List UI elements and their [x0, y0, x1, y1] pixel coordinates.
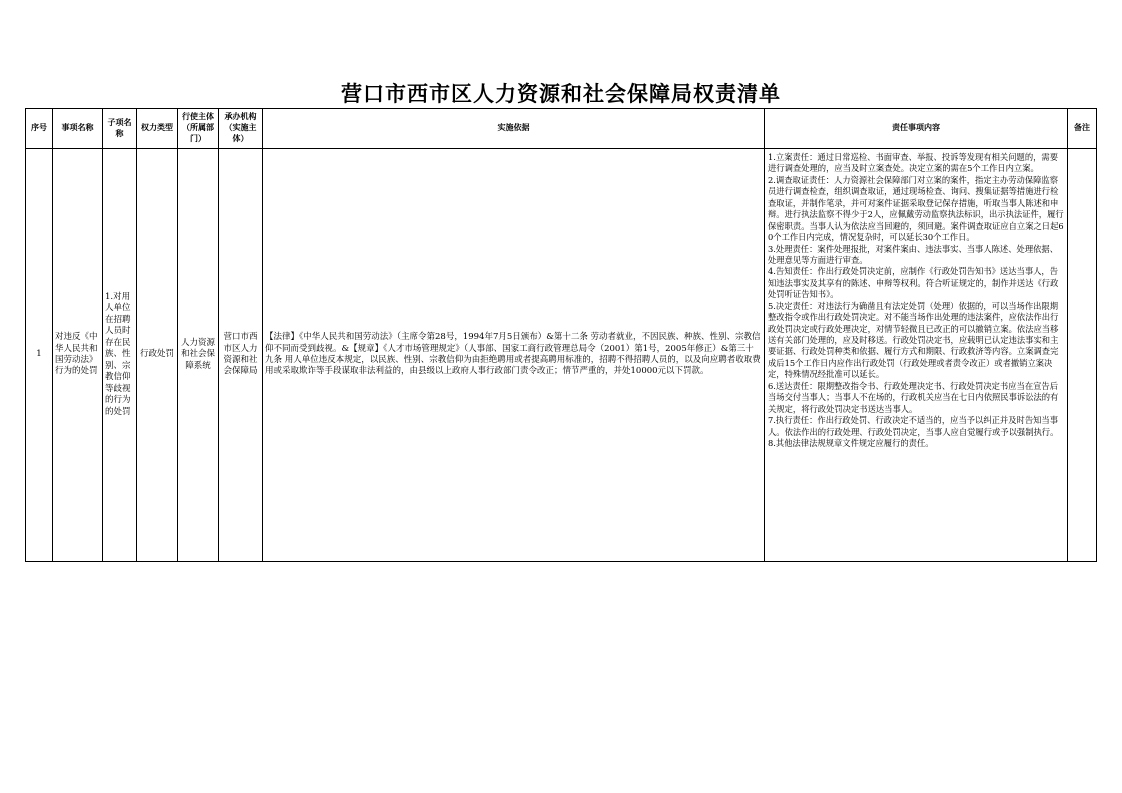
- cell-basis: 【法律】《中华人民共和国劳动法》（主席令第28号，1994年7月5日颁布）&第十二条 劳动者就业，不因民族、种族、性别、宗教信仰不同而受到歧视。&【规章】《人才市场管理规定》（人事部、国家工商行政管理总局令（2001）第1号，2005年修正）&第三十九条 用人单位违反本规定，以民族、性别、宗教信仰为由拒绝聘用或者提高聘用标准的，招聘不得招聘人员的，以及向应聘者收取费用或采取欺诈等手段谋取非法利益的，由县级以上政府人事行政部门责令改正；情节严重的，并处10000元以下罚款。: [263, 149, 765, 562]
- page-title: 营口市西市区人力资源和社会保障局权责清单: [341, 82, 781, 106]
- cell-remark: [1068, 149, 1097, 562]
- table-header-row: [26, 109, 1097, 149]
- cell-responsibility: [765, 149, 1068, 562]
- header-item-name: 事项名称: [53, 109, 103, 149]
- header-subject: 行使主体（所属部门）: [178, 109, 219, 149]
- header-seq: 序号: [26, 109, 53, 149]
- cell-item-name: 对违反《中华人民共和国劳动法》行为的处罚: [53, 149, 103, 562]
- header-sub-item: 子项名称: [103, 109, 137, 149]
- responsibility-item-5: 5.决定责任：对违法行为确凿且有法定处罚（处理）依据的，可以当场作出限期整改指令或作出行政处罚决定。对不能当场作出处理的违法案件，应依法作出行政处罚决定或行政处理决定，对情节轻微且已改正的可以撤销立案。依法应当移送有关部门处理的，应及时移送。行政处罚决定书，应载明已认定违法事实和主要证据、行政处罚种类和依据、履行方式和期限、行政救济等内容。立案调查完成后15个工作日内应作出行政处罚（行政处理或者责令改正）或者撤销立案决定，特殊情况经批准可以延长。: [768, 300, 1059, 380]
- header-power-type: 权力类型: [137, 109, 178, 149]
- responsibility-item-7: 7.执行责任：作出行政处罚、行政决定不适当的，应当予以纠正并及时告知当事人。依法作出的行政处理、行政处罚决定，当事人应自觉履行或予以强制执行。: [768, 415, 1059, 437]
- responsibility-item-6: 6.送达责任：限期整改指令书、行政处理决定书、行政处罚决定书应当在宣告后当场交付当事人；当事人不在场的，行政机关应当在七日内依照民事诉讼法的有关规定，将行政处罚决定书送达当事人。: [768, 380, 1059, 414]
- responsibility-item-8: 8.其他法律法规规章文件规定应履行的责任。: [768, 437, 934, 448]
- cell-undertaker: 营口市西市区人力资源和社会保障局: [219, 149, 263, 562]
- cell-sub-item: 1.对用人单位在招聘人员时存在民族、性别、宗教信仰等歧视的行为的处罚: [103, 149, 137, 562]
- cell-subject: 人力资源和社会保障系统: [178, 149, 219, 562]
- responsibility-item-3: 3.处理责任：案件处理报批，对案件案由、违法事实、当事人陈述、处理依据、处理意见等方面进行审查。: [768, 243, 1059, 265]
- responsibility-item-1: 1.立案责任：通过日常巡检、书面审查、举报、投诉等发现有相关问题的，需要进行调查处理的，应当及时立案查处。决定立案的需在5个工作日内立案。: [768, 152, 1059, 174]
- cell-seq: 1: [26, 149, 53, 562]
- header-basis: 实施依据: [263, 109, 765, 149]
- responsibility-item-2: 2.调查取证责任：人力资源社会保障部门对立案的案件，指定主办劳动保障监察员进行调查检查，组织调查取证，通过现场检查、询问、搜集证据等措施进行检查取证，并制作笔录，并可对案件证据采取登记保存措施，听取当事人陈述和申辩。进行执法监察不得少于2人，应佩戴劳动监察执法标识，出示执法证件，履行保密职责。当事人认为依法应当回避的，须回避。案件调查取证应自立案之日起60个工作日内完成，情况复杂时，可以延长30个工作日。: [768, 174, 1064, 243]
- responsibility-item-4: 4.告知责任：作出行政处罚决定前，应制作《行政处罚告知书》送达当事人，告知违法事实及其享有的陈述、申辩等权利。符合听证规定的，制作并送达《行政处罚听证告知书》。: [768, 266, 1059, 300]
- cell-power-type: 行政处罚: [137, 149, 178, 562]
- header-remark: 备注: [1068, 109, 1097, 149]
- table-row: [26, 149, 1097, 562]
- responsibility-table: [25, 108, 1097, 562]
- header-responsibility: 责任事项内容: [765, 109, 1068, 149]
- header-undertaker: 承办机构（实施主体）: [219, 109, 263, 149]
